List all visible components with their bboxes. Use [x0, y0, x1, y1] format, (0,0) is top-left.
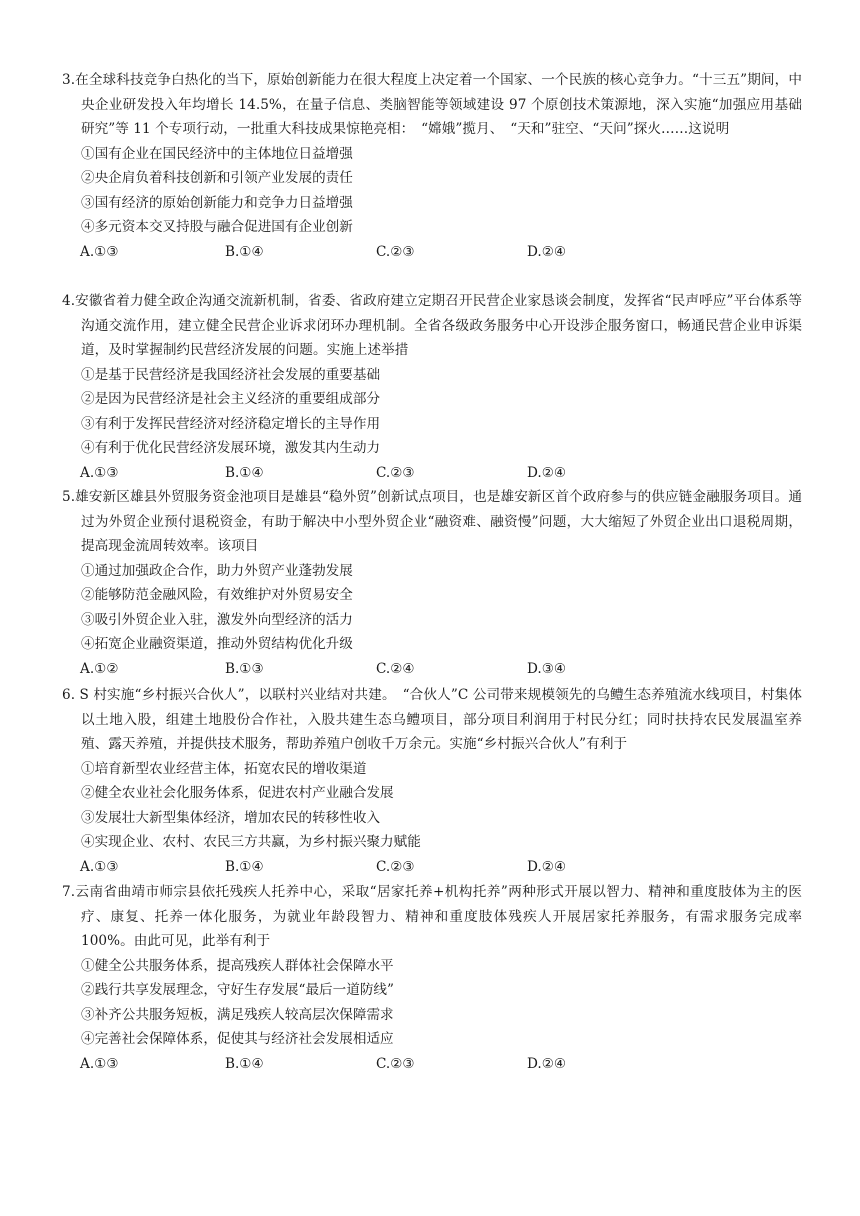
choice-c[interactable]: C.②③ — [376, 858, 415, 875]
option-4: ④实现企业、农村、农民三方共赢，为乡村振兴聚力赋能 — [81, 834, 421, 850]
question-4 — [62, 289, 802, 485]
option-1: ①健全公共服务体系，提高残疾人群体社会保障水平 — [81, 957, 394, 974]
option-2: ②能够防范金融风险，有效维护对外贸易安全 — [81, 587, 353, 603]
question-5 — [62, 485, 802, 681]
option-1: ①培育新型农业经营主体，拓宽农民的增收渠道 — [81, 760, 367, 777]
choice-d[interactable]: D.③④ — [527, 660, 567, 677]
option-4: ④拓宽企业融资渠道，推动外贸结构优化升级 — [81, 636, 353, 652]
answer-choices — [62, 240, 802, 265]
choice-b[interactable]: B.①④ — [225, 1055, 264, 1072]
option-2: ②是因为民营经济是社会主义经济的重要组成部分 — [81, 391, 381, 407]
choice-a[interactable]: A.①③ — [80, 858, 119, 875]
choice-b[interactable]: B.①④ — [225, 243, 264, 260]
question-7 — [62, 880, 802, 1076]
question-stem: 6. S 村实施“乡村振兴合伙人”，以联村兴业结对共建。 “合伙人”C 公司带来规模领先的乌鳢生态养殖流水线项目，村集体以土地入股，组建土地股份合作社，入股共建生态乌鳢项目，部分项目利润用于村民分红；同时扶持农民发展温室养殖、露天养殖，并提供技术服务，帮助养殖户创收千万余元。实施“乡村振兴合伙人”有利于 — [62, 687, 802, 752]
choice-c[interactable]: C.②③ — [376, 464, 415, 481]
choice-b[interactable]: B.①③ — [225, 660, 264, 677]
answer-choices — [62, 657, 802, 682]
choice-a[interactable]: A.①③ — [80, 243, 119, 260]
choice-c[interactable]: C.②④ — [376, 660, 415, 677]
question-stem: 3.在全球科技竞争白热化的当下，原始创新能力在很大程度上决定着一个国家、一个民族的核心竞争力。“十三五”期间，中央企业研发投入年均增长 14.5%，在量子信息、类脑智能等领域建设 97 个原创技术策源地，深入实施“加强应用基础研究”等 11 个专项行动，一批重大科技成果惊艳亮相： “嫦娥”揽月、 “天和”驻空、“天问”探火……这说明 — [62, 72, 802, 137]
question-stem: 7.云南省曲靖市师宗县依托残疾人托养中心，采取“居家托养+机构托养”两种形式开展以智力、精神和重度肢体为主的医疗、康复、托养一体化服务，为就业年龄段智力、精神和重度肢体残疾人开展居家托养服务，有需求服务完成率 100%。由此可见，此举有利于 — [62, 884, 802, 949]
choice-d[interactable]: D.②④ — [527, 464, 567, 481]
choice-d[interactable]: D.②④ — [527, 858, 567, 875]
option-3: ③有利于发挥民营经济对经济稳定增长的主导作用 — [81, 415, 381, 432]
option-3: ③发展壮大新型集体经济，增加农民的转移性收入 — [81, 809, 381, 826]
answer-choices — [62, 855, 802, 880]
option-1: ①通过加强政企合作，助力外贸产业蓬勃发展 — [81, 562, 353, 579]
choice-a[interactable]: A.①② — [80, 660, 119, 677]
question-3 — [62, 68, 802, 264]
choice-c[interactable]: C.②③ — [376, 1055, 415, 1072]
question-6 — [62, 683, 802, 879]
choice-d[interactable]: D.②④ — [527, 1055, 567, 1072]
choice-b[interactable]: B.①④ — [225, 858, 264, 875]
answer-choices — [62, 1052, 802, 1077]
option-1: ①国有企业在国民经济中的主体地位日益增强 — [81, 145, 353, 162]
choice-b[interactable]: B.①④ — [225, 464, 264, 481]
option-3: ③补齐公共服务短板，满足残疾人较高层次保障需求 — [81, 1006, 394, 1023]
option-2: ②健全农业社会化服务体系，促进农村产业融合发展 — [81, 785, 394, 801]
option-4: ④有利于优化民营经济发展环境，激发其内生动力 — [81, 440, 381, 456]
question-stem: 5.雄安新区雄县外贸服务资金池项目是雄县“稳外贸”创新试点项目，也是雄安新区首个政府参与的供应链金融服务项目。通过为外贸企业预付退税资金，有助于解决中小型外贸企业“融资难、融资慢”问题，大大缩短了外贸企业出口退税周期，提高现金流周转效率。该项目 — [62, 489, 802, 554]
option-3: ③国有经济的原始创新能力和竞争力日益增强 — [81, 194, 353, 211]
option-1: ①是基于民营经济是我国经济社会发展的重要基础 — [81, 366, 381, 383]
option-4: ④多元资本交叉持股与融合促进国有企业创新 — [81, 219, 353, 235]
option-3: ③吸引外贸企业入驻，激发外向型经济的活力 — [81, 611, 353, 628]
option-2: ②央企肩负着科技创新和引领产业发展的责任 — [81, 170, 353, 186]
choice-a[interactable]: A.①③ — [80, 1055, 119, 1072]
choice-d[interactable]: D.②④ — [527, 243, 567, 260]
option-4: ④完善社会保障体系，促使其与经济社会发展相适应 — [81, 1031, 394, 1047]
choice-c[interactable]: C.②③ — [376, 243, 415, 260]
choice-a[interactable]: A.①③ — [80, 464, 119, 481]
question-stem: 4.安徽省着力健全政企沟通交流新机制，省委、省政府建立定期召开民营企业家恳谈会制度，发挥省“民声呼应”平台体系等沟通交流作用，建立健全民营企业诉求闭环办理机制。全省各级政务服务中心开设涉企服务窗口，畅通民营企业申诉渠道，及时掌握制约民营经济发展的问题。实施上述举措 — [62, 293, 802, 358]
option-2: ②践行共享发展理念，守好生存发展“最后一道防线” — [81, 982, 394, 998]
answer-choices — [62, 461, 802, 486]
